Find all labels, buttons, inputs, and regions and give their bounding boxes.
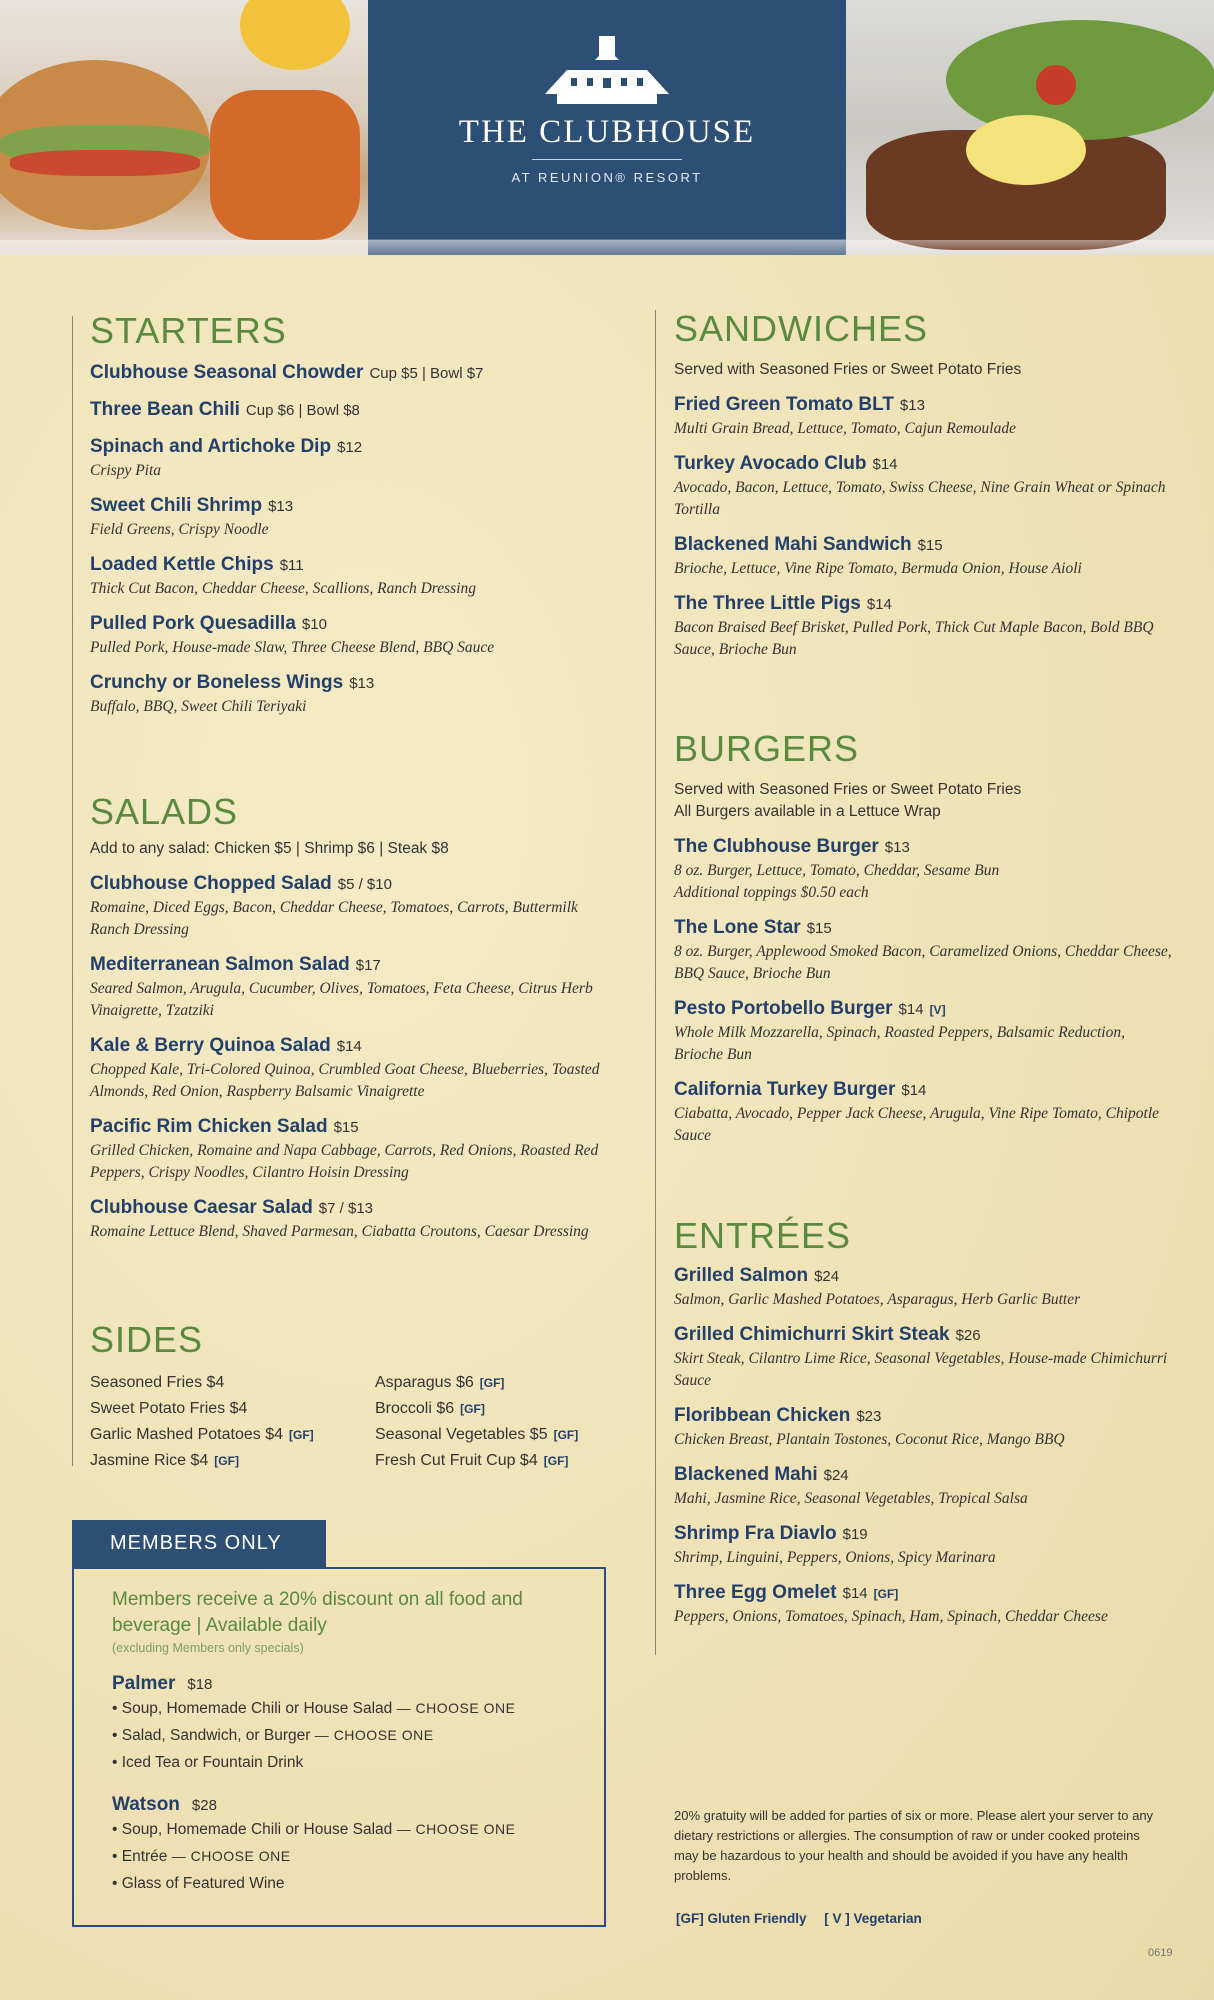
menu-item-price: $11 [279, 557, 304, 574]
member-plan-line-text: • Salad, Sandwich, or Burger [112, 1727, 311, 1744]
salads-section [90, 791, 610, 1243]
burgers-fries-note: Served with Seasoned Fries or Sweet Potato Fries [674, 781, 1022, 798]
sandwiches-title: SANDWICHES [674, 308, 929, 349]
members-only-tab: MEMBERS ONLY [72, 1520, 326, 1567]
member-plan-line-text: • Entrée [112, 1848, 168, 1865]
member-plan-line [112, 1816, 584, 1843]
menu-item [674, 452, 1174, 521]
menu-item-description: Thick Cut Bacon, Cheddar Cheese, Scallions, Ranch Dressing [90, 580, 477, 597]
menu-item-description: Peppers, Onions, Tomatoes, Spinach, Ham, Spinach, Cheddar Cheese [674, 1608, 1108, 1625]
menu-item [674, 393, 1174, 440]
menu-item-header [90, 1196, 610, 1221]
menu-item-name: The Lone Star [674, 917, 801, 938]
menu-item-price: $10 [301, 616, 327, 633]
menu-item-header [674, 452, 1174, 477]
side-item-label: Asparagus $6 [375, 1374, 474, 1391]
side-item-label: Garlic Mashed Potatoes $4 [90, 1426, 283, 1443]
member-plan-line-text: • Glass of Featured Wine [112, 1875, 285, 1892]
menu-item-name: Clubhouse Caesar Salad [90, 1197, 313, 1218]
side-item-label: Fresh Cut Fruit Cup $4 [375, 1452, 538, 1469]
menu-item [674, 1463, 1174, 1510]
burgers-list [674, 835, 1174, 1147]
menu-item [90, 612, 610, 659]
menu-item [674, 916, 1174, 985]
member-plan [112, 1794, 584, 1897]
greens-shape [946, 20, 1214, 140]
dietary-tag: [GF] [543, 1454, 569, 1468]
menu-item-price: $14 [336, 1038, 362, 1055]
side-item [375, 1448, 635, 1474]
menu-item-header [90, 435, 610, 460]
menu-item-description: Chicken Breast, Plantain Tostones, Coconut Rice, Mango BBQ [674, 1431, 1065, 1448]
menu-item-name: Clubhouse Chopped Salad [90, 873, 332, 894]
side-item-label: Seasoned Fries $4 [90, 1374, 225, 1391]
menu-item [90, 953, 610, 1022]
legend-gluten-friendly: [GF] Gluten Friendly [676, 1911, 807, 1926]
menu-item-name: Pesto Portobello Burger [674, 998, 893, 1019]
sandwiches-sides-note: Served with Seasoned Fries or Sweet Potato Fries [674, 361, 1022, 378]
menu-item-header [674, 533, 1174, 558]
menu-item-header [674, 1463, 1174, 1488]
menu-item-price: $13 [349, 675, 375, 692]
menu-item [674, 1078, 1174, 1147]
lemon-shape [240, 0, 350, 70]
members-plans [112, 1673, 584, 1897]
menu-item-header [90, 612, 610, 637]
menu-item-price: $23 [856, 1408, 882, 1425]
burgers-sides-note [674, 779, 1174, 823]
side-item-label: Jasmine Rice $4 [90, 1452, 209, 1469]
menu-item-name: Three Egg Omelet [674, 1582, 837, 1603]
menu-item-price: $13 [884, 839, 910, 856]
menu-item [674, 1323, 1174, 1392]
menu-item-header [674, 1522, 1174, 1547]
menu-item-price: $15 [333, 1119, 359, 1136]
menu-item-name: Sweet Chili Shrimp [90, 495, 263, 516]
menu-item-description: Grilled Chicken, Romaine and Napa Cabbage, Carrots, Red Onions, Roasted Red Peppers, Crispy Noodles, Cilantro Hoisin Dressing [90, 1142, 599, 1181]
menu-item-price: $13 [268, 498, 294, 515]
header [0, 0, 1214, 255]
menu-item-name: Crunchy or Boneless Wings [90, 672, 344, 693]
allergy-gratuity-notice: 20% gratuity will be added for parties of six or more. Please alert your server to any dietary restrictions or allergies. The consumption of raw or under cooked proteins may be hazardous to your health and should be avoided if you have any health problems. [674, 1808, 1154, 1883]
menu-item-note: Additional toppings $0.50 each [674, 884, 869, 901]
choose-one-note: — CHOOSE ONE [392, 1700, 516, 1716]
brand-divider [532, 159, 682, 160]
sides-section [90, 1319, 630, 1474]
burgers-title: BURGERS [674, 728, 860, 769]
menu-item-name: The Three Little Pigs [674, 593, 861, 614]
menu-item [90, 872, 610, 941]
menu-item-price: $7 / $13 [318, 1200, 374, 1217]
menu-item [90, 1196, 610, 1243]
menu-item-description: Mahi, Jasmine Rice, Seasonal Vegetables, Tropical Salsa [674, 1490, 1028, 1507]
sandwiches-list [674, 393, 1174, 661]
sides-grid [90, 1370, 630, 1474]
choose-one-note: — CHOOSE ONE [310, 1727, 434, 1743]
menu-item [674, 1264, 1174, 1311]
salads-list [90, 872, 610, 1243]
menu-item-header [90, 553, 610, 578]
menu-item-price: $19 [842, 1526, 868, 1543]
menu-item-price: $24 [814, 1268, 840, 1285]
starters-title: STARTERS [90, 310, 287, 351]
menu-item-description: 8 oz. Burger, Applewood Smoked Bacon, Caramelized Onions, Cheddar Cheese, BBQ Sauce, Brioche Bun [674, 943, 1172, 982]
right-column-rule [655, 310, 656, 1655]
choose-one-note: — CHOOSE ONE [167, 1848, 291, 1864]
menu-item [90, 398, 610, 423]
salads-title: SALADS [90, 791, 239, 832]
menu-item-description: Romaine, Diced Eggs, Bacon, Cheddar Cheese, Tomatoes, Carrots, Buttermilk Ranch Dressing [90, 899, 578, 938]
menu-item-price: $13 [899, 397, 925, 414]
dietary-tag: [GF] [460, 1402, 485, 1416]
dietary-tag: [GF] [479, 1376, 505, 1390]
menu-item-name: Pulled Pork Quesadilla [90, 613, 296, 634]
side-item [375, 1396, 635, 1422]
menu-item [90, 1115, 610, 1184]
menu-item-description: Field Greens, Crispy Noodle [90, 521, 269, 538]
menu-item-header [674, 393, 1174, 418]
menu-item-name: Pacific Rim Chicken Salad [90, 1116, 328, 1137]
menu-item-price: $5 / $10 [337, 876, 392, 893]
clubhouse-logo-icon [537, 34, 677, 106]
entrees-title: ENTRÉES [674, 1215, 852, 1256]
tomato-shape [10, 150, 200, 176]
menu-item-description: Crispy Pita [90, 462, 162, 479]
menu-item-name: Clubhouse Seasonal Chowder [90, 362, 364, 383]
member-plan-price: $18 [187, 1676, 213, 1693]
menu-item [674, 592, 1174, 661]
starters-section [90, 310, 610, 718]
menu-item-description: Chopped Kale, Tri-Colored Quinoa, Crumbled Goat Cheese, Blueberries, Toasted Almonds, Red Onion, Raspberry Balsamic Vinaigrette [90, 1061, 600, 1100]
menu-item-header [90, 953, 610, 978]
burgers-lettuce-wrap-note: All Burgers available in a Lettuce Wrap [674, 803, 941, 820]
menu-item-name: Grilled Salmon [674, 1265, 809, 1286]
side-item [90, 1448, 375, 1474]
brand-banner [368, 0, 846, 255]
menu-item-description: Seared Salmon, Arugula, Cucumber, Olives, Tomatoes, Feta Cheese, Citrus Herb Vinaigrette, Tzatziki [90, 980, 593, 1019]
menu-item-header [90, 872, 610, 897]
menu-item [90, 435, 610, 482]
menu-item-name: Floribbean Chicken [674, 1405, 851, 1426]
menu-item [90, 671, 610, 718]
member-plan [112, 1673, 584, 1776]
menu-item-name: Three Bean Chili [90, 399, 240, 420]
member-plan-line [112, 1843, 584, 1870]
member-plan-name: Watson [112, 1794, 180, 1815]
dietary-tag: [GF] [553, 1428, 579, 1442]
menu-item-description: Whole Milk Mozzarella, Spinach, Roasted Peppers, Balsamic Reduction, Brioche Bun [674, 1024, 1125, 1063]
menu-item [674, 1404, 1174, 1451]
menu-item-header [90, 1115, 610, 1140]
menu-item [90, 553, 610, 600]
menu-item-price: $17 [355, 957, 381, 974]
menu-item [674, 835, 1174, 904]
menu-item-description: Buffalo, BBQ, Sweet Chili Teriyaki [90, 698, 307, 715]
side-item [90, 1370, 375, 1396]
member-plan-line [112, 1722, 584, 1749]
menu-item-header [674, 1264, 1174, 1289]
menu-item [90, 1034, 610, 1103]
entrees-section [674, 1215, 1174, 1628]
menu-item-price: $14 [901, 1082, 927, 1099]
menu-item-name: Spinach and Artichoke Dip [90, 436, 332, 457]
menu-item-name: Shrimp Fra Diavlo [674, 1523, 837, 1544]
menu-item-name: Kale & Berry Quinoa Salad [90, 1035, 331, 1056]
dietary-tag: [V] [929, 1003, 946, 1017]
side-item [375, 1370, 635, 1396]
members-discount-text: Members receive a 20% discount on all food and beverage | Available daily [112, 1589, 523, 1636]
burgers-section [674, 728, 1174, 1147]
menu-item-header [674, 997, 1174, 1022]
menu-item-name: California Turkey Burger [674, 1079, 896, 1100]
left-column-rule [72, 316, 73, 1466]
menu-item [674, 1581, 1174, 1628]
side-item-label: Broccoli $6 [375, 1400, 455, 1417]
menu-item-name: Turkey Avocado Club [674, 453, 867, 474]
menu-item-description: Romaine Lettuce Blend, Shaved Parmesan, Ciabatta Croutons, Caesar Dressing [90, 1223, 589, 1240]
burger-fries-photo [0, 0, 368, 255]
menu-item-header [90, 398, 610, 423]
member-plan-header [112, 1673, 584, 1695]
menu-item-description: Salmon, Garlic Mashed Potatoes, Asparagus, Herb Garlic Butter [674, 1291, 1081, 1308]
menu-item-header [674, 1323, 1174, 1348]
menu-item [90, 494, 610, 541]
menu-item-description: Ciabatta, Avocado, Pepper Jack Cheese, Arugula, Vine Ripe Tomato, Chipotle Sauce [674, 1105, 1160, 1144]
menu-item-price: $15 [917, 537, 943, 554]
menu-item-description: Shrimp, Linguini, Peppers, Onions, Spicy Marinara [674, 1549, 996, 1566]
menu-item-description: 8 oz. Burger, Lettuce, Tomato, Cheddar, Sesame Bun [674, 862, 1000, 879]
member-plan-line-text: • Soup, Homemade Chili or House Salad [112, 1821, 393, 1838]
member-plan-line [112, 1870, 584, 1897]
menu-item-header [674, 916, 1174, 941]
fries-shape [210, 90, 360, 240]
menu-item-header [90, 494, 610, 519]
menu-item-name: Blackened Mahi Sandwich [674, 534, 912, 555]
legend-vegetarian: [ V ] Vegetarian [824, 1911, 922, 1926]
sides-title: SIDES [90, 1319, 204, 1360]
member-plan-name: Palmer [112, 1673, 176, 1694]
menu-item-price: $14 [872, 456, 898, 473]
salads-addon-note: Add to any salad: Chicken $5 | Shrimp $6 | Steak $8 [90, 840, 449, 857]
menu-item-header [674, 1404, 1174, 1429]
menu-item-header [90, 1034, 610, 1059]
member-plan-line-text: • Soup, Homemade Chili or House Salad [112, 1700, 393, 1717]
menu-item-price: $14 [842, 1585, 868, 1602]
dietary-tag: [GF] [873, 1587, 899, 1601]
menu-item-description: Bacon Braised Beef Brisket, Pulled Pork, Thick Cut Maple Bacon, Bold BBQ Sauce, Brioche Bun [674, 619, 1154, 658]
sides-right-column [375, 1370, 635, 1474]
members-exclusion-note: (excluding Members only specials) [112, 1641, 304, 1655]
sandwiches-section [674, 308, 1174, 661]
lemon-slice-shape [966, 115, 1086, 185]
side-item [90, 1396, 375, 1422]
dietary-tag: [GF] [214, 1454, 239, 1468]
menu-item-price: Cup $6 | Bowl $8 [245, 402, 360, 419]
menu-item-description: Brioche, Lettuce, Vine Ripe Tomato, Bermuda Onion, House Aioli [674, 560, 1082, 577]
menu-item [674, 533, 1174, 580]
menu-item-name: Grilled Chimichurri Skirt Steak [674, 1324, 950, 1345]
menu-item-header [674, 835, 1174, 860]
member-plan-header [112, 1794, 584, 1816]
brand-subtitle: AT REUNION® RESORT [511, 170, 703, 185]
menu-item-name: Mediterranean Salmon Salad [90, 954, 350, 975]
member-plan-line [112, 1749, 584, 1776]
menu-item-description: Pulled Pork, House-made Slaw, Three Cheese Blend, BBQ Sauce [90, 639, 495, 656]
menu-item-price: Cup $5 | Bowl $7 [369, 365, 484, 382]
menu-item-price: $15 [806, 920, 832, 937]
side-item [90, 1422, 375, 1448]
choose-one-note: — CHOOSE ONE [392, 1821, 516, 1837]
menu-item-header [90, 671, 610, 696]
side-item-label: Seasonal Vegetables $5 [375, 1426, 548, 1443]
salmon-salad-photo [846, 0, 1214, 255]
menu-item [674, 1522, 1174, 1569]
brand-name: THE CLUBHOUSE [458, 114, 756, 150]
menu-item-name: Loaded Kettle Chips [90, 554, 274, 575]
menu-item-description: Skirt Steak, Cilantro Lime Rice, Seasonal Vegetables, House-made Chimichurri Sauce [674, 1350, 1168, 1389]
menu-item-price: $12 [337, 439, 363, 456]
menu-item-name: The Clubhouse Burger [674, 836, 879, 857]
members-only-box [72, 1567, 606, 1927]
menu-code: 0619 [1148, 1947, 1173, 1959]
menu-item-header [90, 361, 610, 386]
starters-list [90, 361, 610, 718]
menu-item [674, 997, 1174, 1066]
dietary-tag: [GF] [289, 1428, 314, 1442]
menu-item [90, 361, 610, 386]
menu-item-price: $14 [898, 1001, 924, 1018]
member-plan-price: $28 [191, 1797, 217, 1814]
dietary-legend [676, 1911, 936, 1926]
menu-item-price: $26 [955, 1327, 981, 1344]
menu-item-header [674, 1078, 1174, 1103]
entrees-list [674, 1264, 1174, 1628]
menu-item-name: Blackened Mahi [674, 1464, 818, 1485]
tomato-shape [1036, 65, 1076, 105]
menu-item-price: $14 [866, 596, 892, 613]
member-plan-line [112, 1695, 584, 1722]
side-item-label: Sweet Potato Fries $4 [90, 1400, 248, 1417]
member-plan-line-text: • Iced Tea or Fountain Drink [112, 1754, 304, 1771]
sides-left-column [90, 1370, 375, 1474]
menu-item-header [674, 1581, 1174, 1606]
menu-item-name: Fried Green Tomato BLT [674, 394, 894, 415]
menu-item-description: Multi Grain Bread, Lettuce, Tomato, Cajun Remoulade [674, 420, 1016, 437]
side-item [375, 1422, 635, 1448]
menu-item-price: $24 [823, 1467, 849, 1484]
menu-item-header [674, 592, 1174, 617]
menu-item-description: Avocado, Bacon, Lettuce, Tomato, Swiss Cheese, Nine Grain Wheat or Spinach Tortilla [674, 479, 1166, 518]
